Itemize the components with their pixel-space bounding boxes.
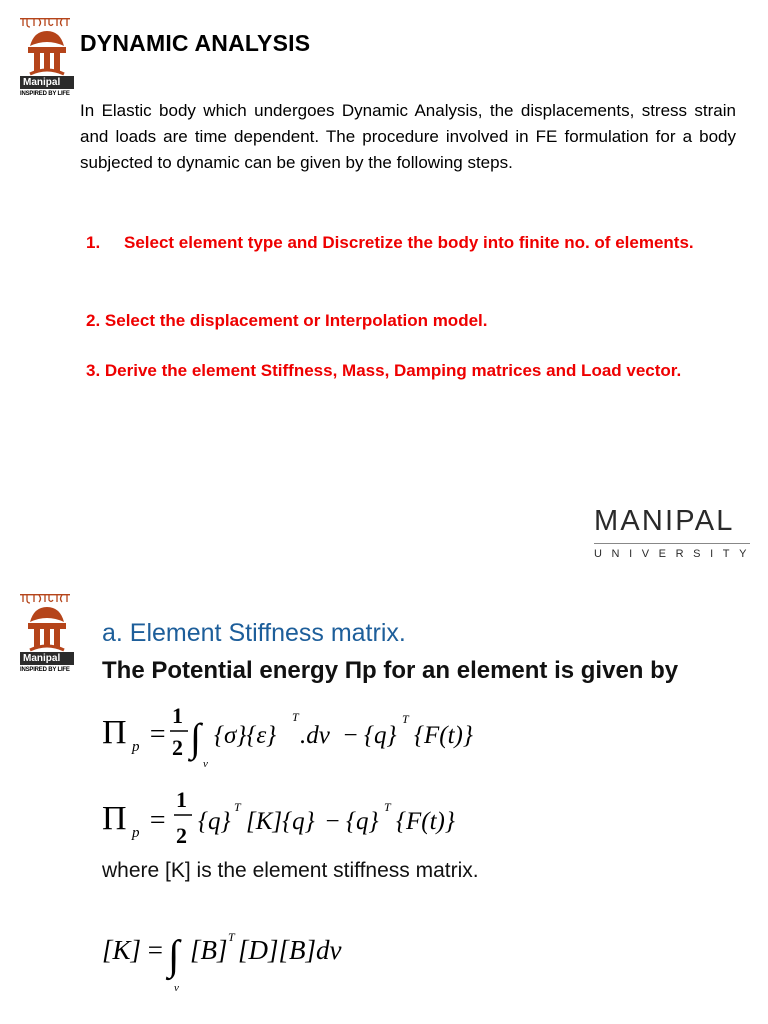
svg-text:{F(t)}: {F(t)} xyxy=(414,722,473,749)
svg-text:T: T xyxy=(402,712,409,726)
logo-tagline-2: INSPIRED BY LIFE xyxy=(20,667,70,673)
svg-text:=: = xyxy=(148,719,167,750)
wordmark-university: UNIVERSITY xyxy=(594,548,757,560)
svg-text:∫: ∫ xyxy=(168,933,180,979)
svg-text:{F(t)}: {F(t)} xyxy=(396,808,455,835)
wordmark-divider xyxy=(594,543,750,544)
potential-energy-equation-2 xyxy=(102,785,502,855)
svg-text:2: 2 xyxy=(176,823,187,848)
svg-text:=: = xyxy=(146,935,165,965)
logo-script xyxy=(18,16,78,28)
svg-text:[D][B]dv: [D][B]dv xyxy=(238,935,342,965)
section-subheading: The Potential energy Πp for an element is given by xyxy=(102,657,679,684)
logo-script-2 xyxy=(18,592,78,604)
section-heading: a. Element Stiffness matrix. xyxy=(102,619,406,647)
svg-text:1: 1 xyxy=(176,787,187,812)
svg-text:{q}: {q} xyxy=(346,808,379,835)
manipal-logo xyxy=(18,16,78,98)
manipal-emblem-icon-2 xyxy=(20,604,74,656)
manipal-university-wordmark xyxy=(594,505,757,560)
svg-text:v: v xyxy=(174,982,179,994)
svg-text:{q}: {q} xyxy=(364,722,397,749)
wordmark-manipal: MANIPAL xyxy=(594,505,735,537)
svg-text:[B]: [B] xyxy=(190,935,228,965)
svg-text:=: = xyxy=(148,805,167,836)
svg-text:[K]: [K] xyxy=(102,935,142,965)
logo-name: Manipal xyxy=(20,76,74,89)
stiffness-matrix-equation xyxy=(102,915,402,995)
step-3: 3. Derive the element Stiffness, Mass, Damping matrices and Load vector. xyxy=(86,361,682,380)
logo-name-2: Manipal xyxy=(20,652,74,665)
svg-text:{σ}{ε}: {σ}{ε} xyxy=(214,722,277,749)
svg-text:[K]{q}: [K]{q} xyxy=(246,808,315,835)
svg-text:∫: ∫ xyxy=(190,715,201,760)
svg-text:p: p xyxy=(132,825,140,841)
svg-text:.dv: .dv xyxy=(300,722,330,749)
svg-text:Π: Π xyxy=(102,800,127,837)
svg-text:v: v xyxy=(203,758,208,769)
svg-text:T: T xyxy=(292,710,299,724)
svg-text:T: T xyxy=(234,800,241,814)
step-1-number: 1. xyxy=(86,233,101,252)
step-1-text: Select element type and Discretize the body into finite no. of elements. xyxy=(124,233,694,252)
svg-text:−: − xyxy=(342,722,359,749)
intro-paragraph: In Elastic body which undergoes Dynamic Analysis, the displacements, stress strain and loads are time dependent. The procedure involved in FE formulation for a body subjected to dynamic can be given by the following steps. xyxy=(80,101,736,172)
slide-title: DYNAMIC ANALYSIS xyxy=(80,30,311,56)
svg-text:T: T xyxy=(228,930,235,944)
potential-energy-equation-1 xyxy=(102,699,522,769)
stiffness-definition-text: where [K] is the element stiffness matrix. xyxy=(102,859,479,882)
svg-text:p: p xyxy=(132,739,140,755)
manipal-logo-2 xyxy=(18,592,78,674)
logo-tagline: INSPIRED BY LIFE xyxy=(20,91,70,97)
svg-text:Π: Π xyxy=(102,714,127,751)
svg-text:2: 2 xyxy=(172,735,183,760)
svg-text:{q}: {q} xyxy=(198,808,231,835)
svg-text:−: − xyxy=(324,808,341,835)
svg-text:1: 1 xyxy=(172,703,183,728)
slide-element-stiffness xyxy=(0,577,768,1024)
step-2: 2. Select the displacement or Interpolation model. xyxy=(86,311,488,330)
manipal-emblem-icon xyxy=(20,28,74,80)
svg-text:T: T xyxy=(384,800,391,814)
